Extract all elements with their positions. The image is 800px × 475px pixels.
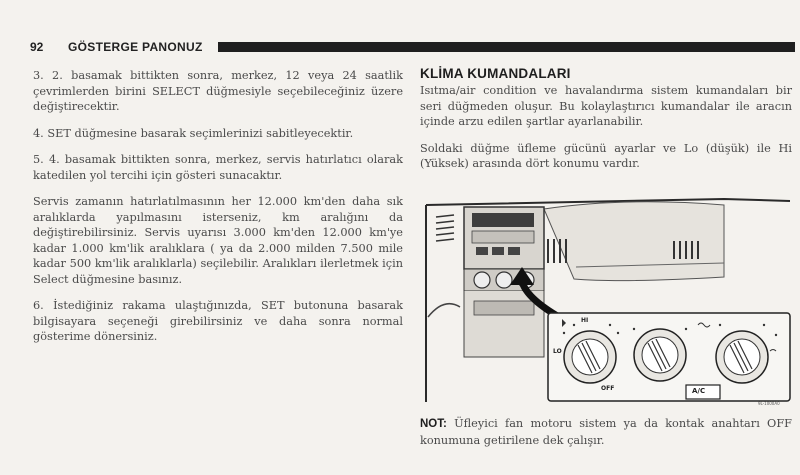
right-column bbox=[420, 66, 792, 183]
paragraph-blower-knob: Soldaki düğme üfleme gücünü ayarlar ve Lo (düşük) ile Hi (Yüksek) arasında dört konumu vardır. bbox=[420, 141, 792, 170]
climate-control-illustration bbox=[424, 197, 792, 407]
paragraph-service-interval: Servis zamanın hatırlatılmasının her 12.000 km'den daha sık aralıklarda yapılmasını isterseniz, km aralığını da değiştirebilirsiniz. Servis uyarısı 3.000 km'den 12.000 km'ye kadar 1.000 km'lik aralıklara ( ya da 2.000 milden 7.500 mile kadar 500 km'lik aralıklarla) seçilebilir. Aralıkları ilerletmek için Select düğmesine basınız. bbox=[33, 195, 403, 286]
label-ac: A/C bbox=[692, 387, 706, 395]
section-heading: KLİMA KUMANDALARI bbox=[420, 66, 571, 81]
label-lo: LO bbox=[553, 348, 562, 355]
page-header bbox=[30, 38, 795, 58]
paragraph-step-5: 5. 4. basamak bittikten sonra, merkez, servis hatırlatıcı olarak katedilen yol tercihi için gösteri sunacaktır. bbox=[33, 153, 403, 182]
page-title: GÖSTERGE PANONUZ bbox=[68, 40, 203, 54]
note-text: Üfleyici fan motoru sistem ya da kontak anahtarı OFF konumuna getirilene dek çalışır. bbox=[420, 417, 792, 447]
left-column bbox=[33, 68, 403, 356]
paragraph-climate-intro: Isıtma/air condition ve havalandırma sistem kumandaları bir seri düğmeden oluşur. Bu kolaylaştırıcı kumandalar ile aracın içinde arzu edilen şartlar ayarlanabilir. bbox=[420, 84, 792, 128]
label-hi: HI bbox=[581, 317, 589, 324]
label-off: OFF bbox=[601, 385, 615, 392]
note-block bbox=[420, 416, 792, 448]
page-number: 92 bbox=[30, 40, 44, 54]
dashboard-drawing bbox=[424, 197, 792, 407]
figure-code: 9L-1000A0 bbox=[758, 401, 780, 406]
paragraph-step-3: 3. 2. basamak bittikten sonra, merkez, 12 veya 24 saatlik çevrimlerden birini SELECT düğmesiyle seçebileceğiniz üzere değiştirecektir. bbox=[33, 69, 403, 113]
header-rule bbox=[218, 42, 795, 52]
paragraph-step-4: 4. SET düğmesine basarak seçimlerinizi sabitleyecektir. bbox=[33, 126, 354, 140]
note-label: NOT: bbox=[420, 418, 447, 430]
paragraph-step-6: 6. İstediğiniz rakama ulaştığınızda, SET butonuna basarak bilgisayara seçeneği girebilirsiniz ve daha sonra normal gösterime dönersiniz. bbox=[33, 299, 403, 343]
